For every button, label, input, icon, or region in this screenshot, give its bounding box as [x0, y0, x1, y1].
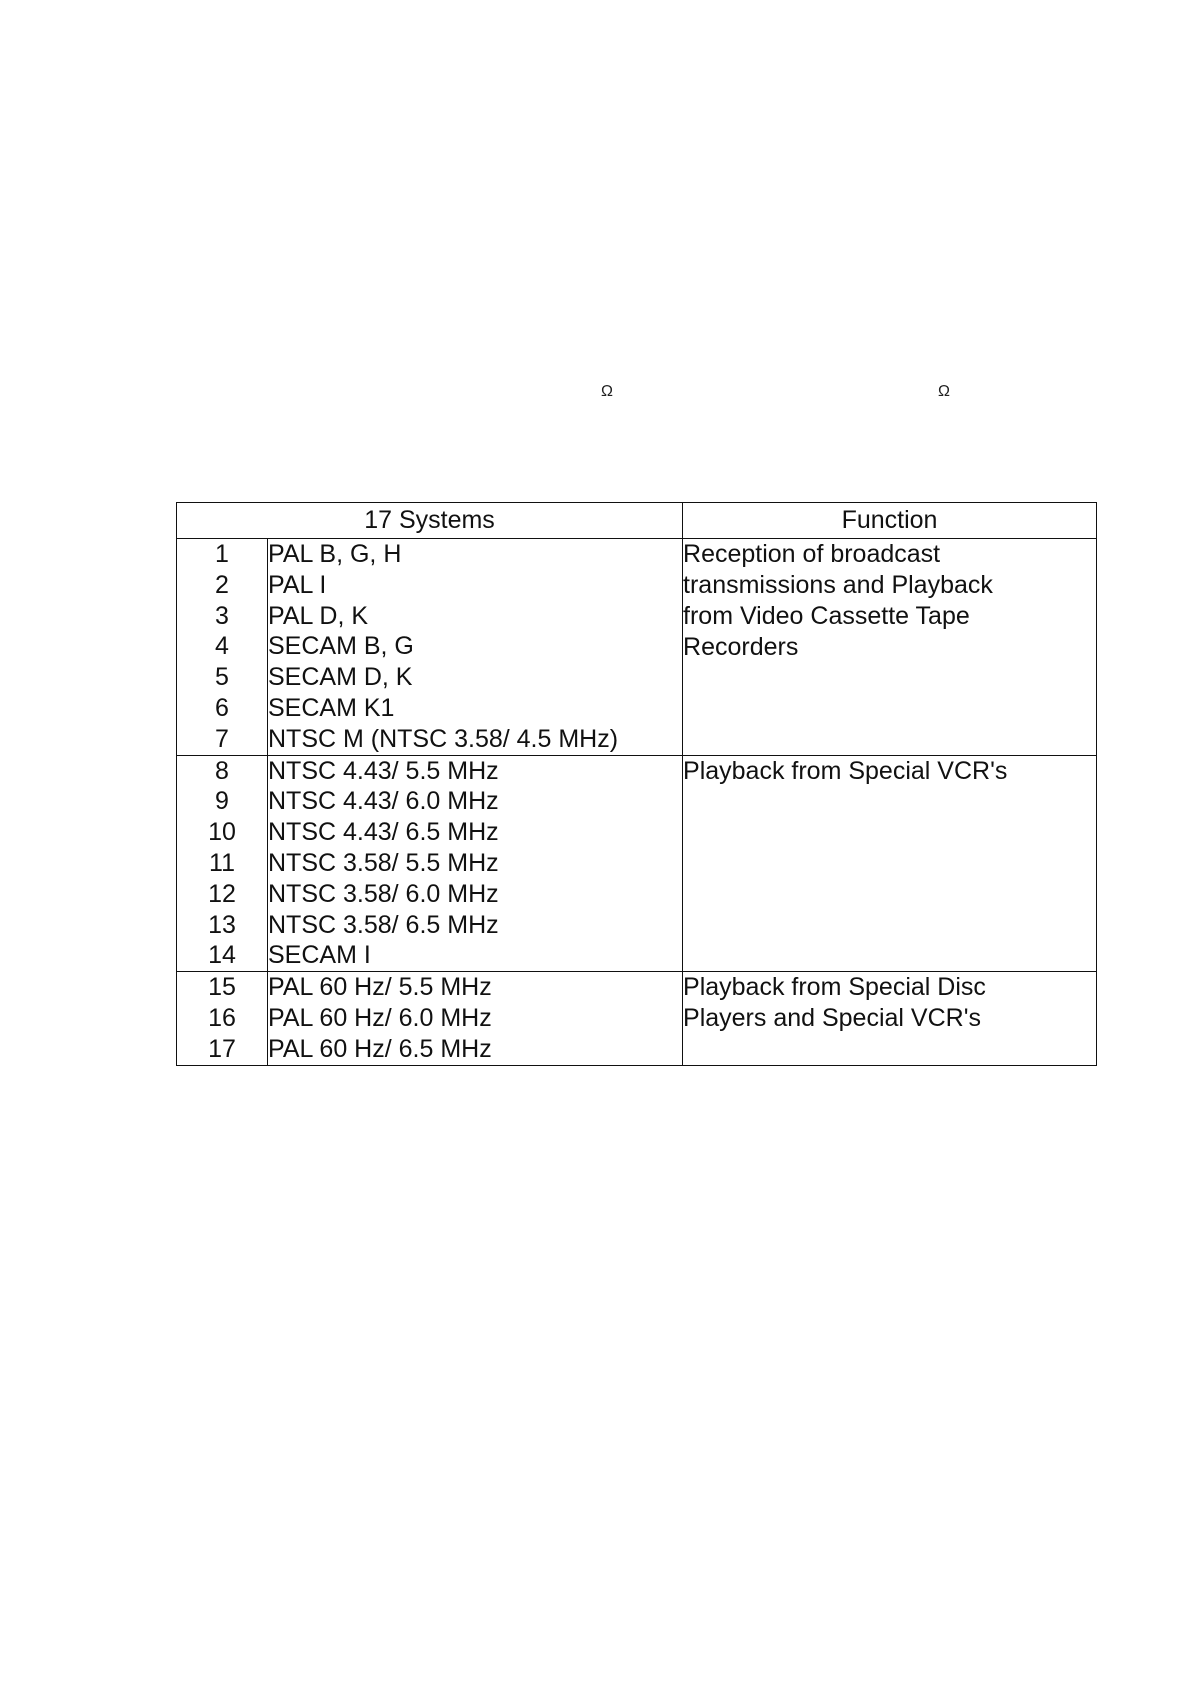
system-name: SECAM B, G — [268, 632, 414, 661]
system-name: NTSC 4.43/ 6.5 MHz — [268, 818, 499, 847]
system-number: 3 — [215, 601, 229, 630]
system-number: 12 — [208, 879, 236, 908]
ohm-symbol-left: Ω — [601, 383, 613, 400]
function-line: Players and Special VCR's — [683, 1004, 981, 1033]
ohm-symbol-right: Ω — [938, 383, 950, 400]
system-name: PAL D, K — [268, 601, 369, 630]
system-name: NTSC 4.43/ 5.5 MHz — [268, 756, 499, 785]
system-number: 14 — [208, 941, 236, 970]
table-row-group-2 — [177, 755, 1097, 972]
system-names — [268, 539, 683, 756]
system-name: PAL 60 Hz/ 6.0 MHz — [268, 1003, 492, 1032]
system-number: 2 — [215, 570, 229, 599]
system-name: PAL 60 Hz/ 6.5 MHz — [268, 1034, 492, 1063]
function-description — [683, 755, 1097, 972]
system-name: PAL I — [268, 570, 327, 599]
header-systems: 17 Systems — [177, 503, 683, 539]
system-name: PAL 60 Hz/ 5.5 MHz — [268, 973, 492, 1002]
system-name: NTSC 3.58/ 6.0 MHz — [268, 879, 499, 908]
system-number: 13 — [208, 910, 236, 939]
system-number: 10 — [208, 818, 236, 847]
system-number: 8 — [215, 756, 229, 785]
system-name: NTSC 3.58/ 5.5 MHz — [268, 848, 499, 877]
system-number: 17 — [208, 1034, 236, 1063]
system-names — [268, 755, 683, 972]
function-description — [683, 972, 1097, 1065]
system-number: 9 — [215, 787, 229, 816]
system-name: NTSC M (NTSC 3.58/ 4.5 MHz) — [268, 724, 619, 753]
system-number: 4 — [215, 632, 229, 661]
table-row-group-3 — [177, 972, 1097, 1065]
system-number: 11 — [209, 848, 235, 877]
system-name: NTSC 4.43/ 6.0 MHz — [268, 787, 499, 816]
system-number: 16 — [208, 1003, 236, 1032]
system-number: 6 — [215, 693, 229, 722]
system-numbers — [177, 539, 268, 756]
system-name: SECAM D, K — [268, 663, 413, 692]
table-row-group-1 — [177, 539, 1097, 756]
system-numbers — [177, 972, 268, 1065]
function-line: Reception of broadcast — [683, 540, 941, 568]
system-name: NTSC 3.58/ 6.5 MHz — [268, 910, 499, 939]
system-name: SECAM I — [268, 941, 371, 970]
system-name: PAL B, G, H — [268, 540, 402, 568]
function-line: transmissions and Playback — [683, 571, 993, 599]
function-line: Recorders — [683, 633, 799, 661]
system-names — [268, 972, 683, 1065]
function-description — [683, 539, 1097, 756]
system-number: 15 — [208, 973, 236, 1002]
header-function: Function — [683, 503, 1097, 539]
system-number: 5 — [215, 663, 229, 692]
function-line: from Video Cassette Tape — [683, 602, 970, 630]
tv-systems-table — [176, 502, 1097, 1066]
system-numbers — [177, 755, 268, 972]
function-line: Playback from Special VCR's — [683, 756, 1008, 785]
system-number: 7 — [215, 724, 229, 753]
function-line: Playback from Special Disc — [683, 973, 986, 1002]
table-header-row — [177, 503, 1097, 539]
system-number: 1 — [215, 540, 229, 568]
system-name: SECAM K1 — [268, 693, 395, 722]
